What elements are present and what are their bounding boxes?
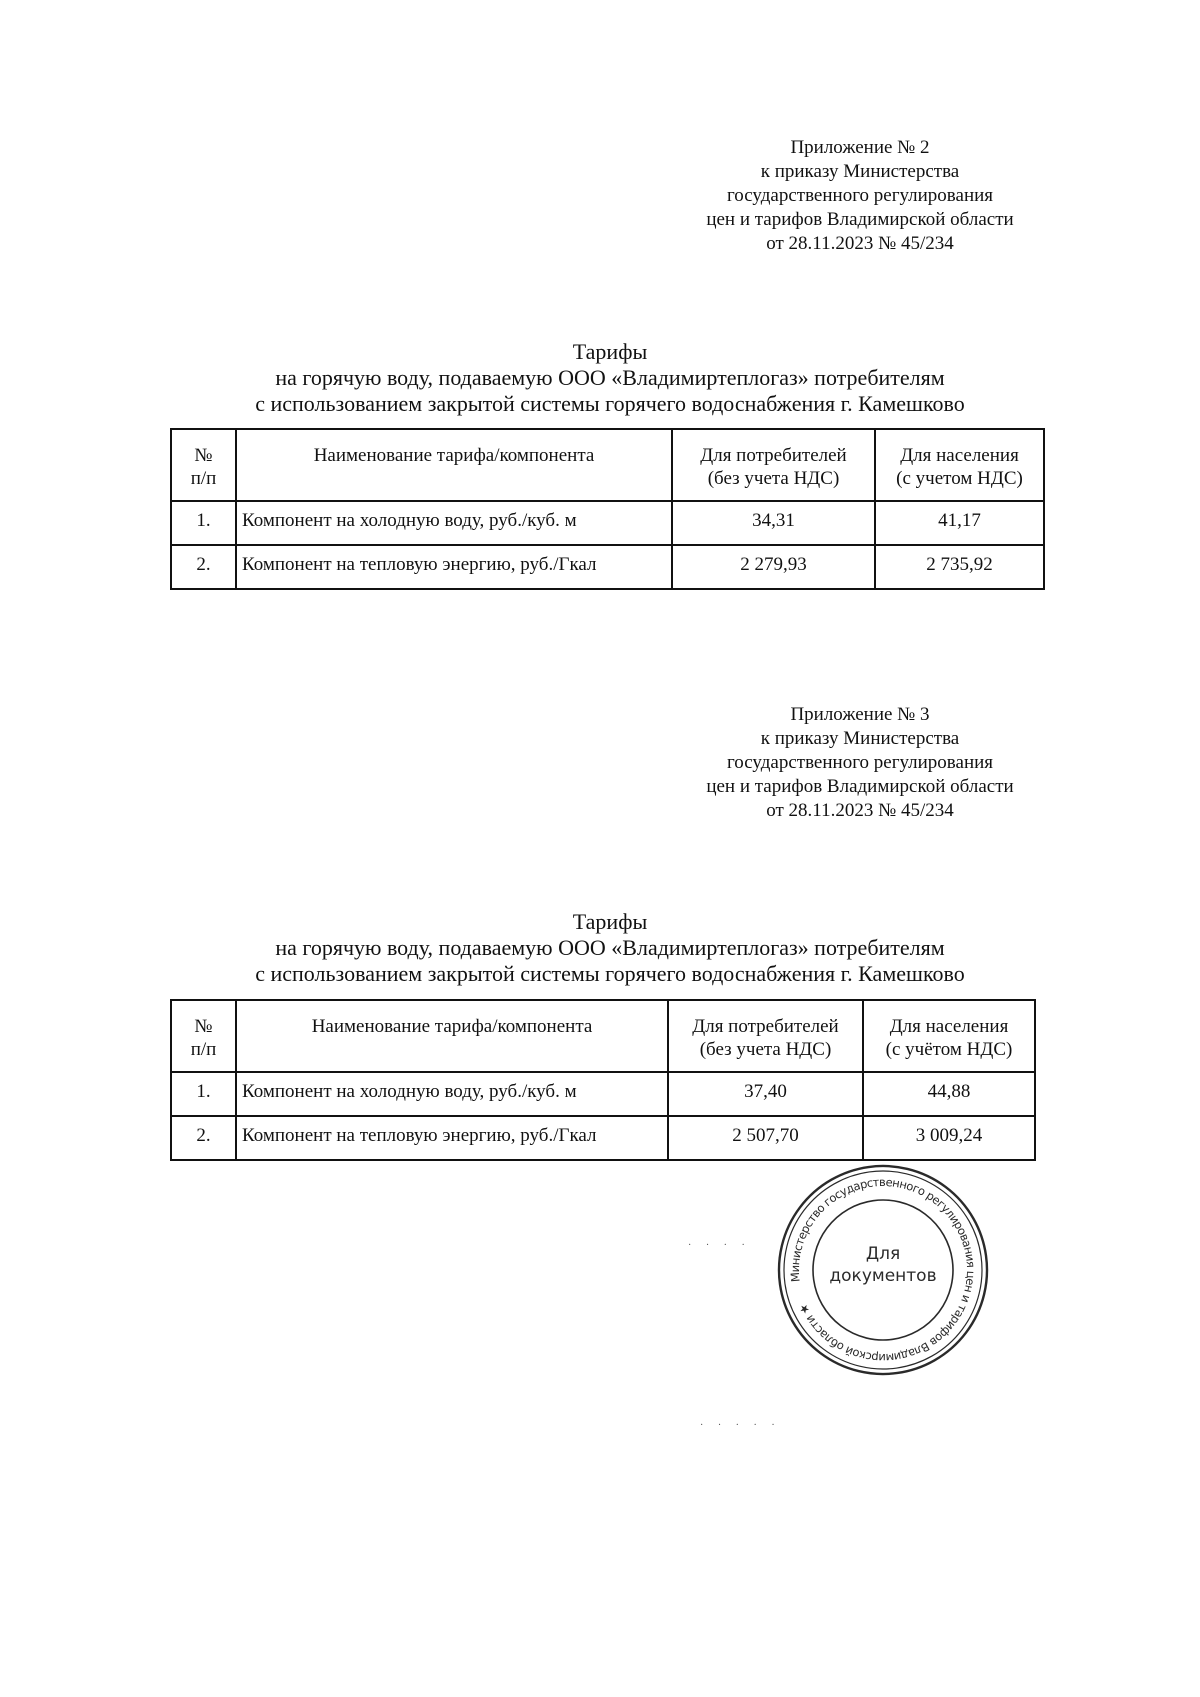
table-row xyxy=(171,1116,1035,1160)
tariff-title-3-line-2: с использованием закрытой системы горячего водоснабжения г. Камешково xyxy=(255,961,965,986)
appendix-2-line-1: Приложение № 2 xyxy=(790,137,930,158)
scan-specks: · · · · · xyxy=(700,1420,781,1431)
tariff-title-2-line-1: на горячую воду, подаваемую ООО «Владимиртеплогаз» потребителям xyxy=(275,365,945,390)
row-consumers-value: 37,40 xyxy=(668,1072,863,1116)
appendix-3-header xyxy=(640,703,1080,823)
header-num xyxy=(171,1000,236,1072)
row-consumers-value: 2 279,93 xyxy=(672,545,875,589)
header-population xyxy=(863,1000,1035,1072)
header-population-line-2: (с учетом НДС) xyxy=(896,468,1023,489)
header-population-line-1: Для населения xyxy=(900,445,1019,466)
row-num: 2. xyxy=(171,1116,236,1160)
tariff-table-2 xyxy=(170,428,1045,590)
row-num: 1. xyxy=(171,1072,236,1116)
row-consumers-value: 2 507,70 xyxy=(668,1116,863,1160)
row-name: Компонент на тепловую энергию, руб./Гкал xyxy=(236,1116,668,1160)
header-consumers-line-1: Для потребителей xyxy=(700,445,847,466)
header-name xyxy=(236,1000,668,1072)
header-num-line-2: п/п xyxy=(190,468,217,489)
row-name: Компонент на холодную воду, руб./куб. м xyxy=(236,1072,668,1116)
row-name: Компонент на тепловую энергию, руб./Гкал xyxy=(236,545,672,589)
header-num-line-1: № xyxy=(194,1016,213,1037)
seal-center-line-2: документов xyxy=(829,1266,937,1286)
header-num-line-1: № xyxy=(194,445,213,466)
header-name-text: Наименование тарифа/компонента xyxy=(313,445,595,466)
header-num xyxy=(171,429,236,501)
row-population-value: 41,17 xyxy=(875,501,1044,545)
header-num-line-2: п/п xyxy=(190,1039,217,1060)
tariff-title-3 xyxy=(160,909,1060,987)
row-name: Компонент на холодную воду, руб./куб. м xyxy=(236,501,672,545)
header-consumers xyxy=(672,429,875,501)
row-num: 1. xyxy=(171,501,236,545)
row-consumers-value: 34,31 xyxy=(672,501,875,545)
appendix-3-line-2: к приказу Министерства xyxy=(760,728,960,749)
appendix-3-line-1: Приложение № 3 xyxy=(790,704,930,725)
appendix-3-line-4: цен и тарифов Владимирской области xyxy=(706,776,1014,797)
tariff-title-2 xyxy=(160,339,1060,417)
row-num: 2. xyxy=(171,545,236,589)
appendix-2-line-3: государственного регулирования xyxy=(726,185,994,206)
table-row xyxy=(171,501,1044,545)
header-name-text: Наименование тарифа/компонента xyxy=(311,1016,593,1037)
appendix-2-header xyxy=(640,136,1080,256)
header-name xyxy=(236,429,672,501)
appendix-3-line-5: от 28.11.2023 № 45/234 xyxy=(766,800,954,821)
tariff-title-2-line-2: с использованием закрытой системы горячего водоснабжения г. Камешково xyxy=(255,391,965,416)
appendix-2-line-4: цен и тарифов Владимирской области xyxy=(706,209,1014,230)
row-population-value: 2 735,92 xyxy=(875,545,1044,589)
header-consumers xyxy=(668,1000,863,1072)
tariff-title-3-line-1: на горячую воду, подаваемую ООО «Владимиртеплогаз» потребителям xyxy=(275,935,945,960)
appendix-2-line-5: от 28.11.2023 № 45/234 xyxy=(766,233,954,254)
row-population-value: 44,88 xyxy=(863,1072,1035,1116)
seal-ring-textpath: Министерство государственного регулирования цен и тарифов Владимирской области ★ xyxy=(787,1174,979,1366)
row-population-value: 3 009,24 xyxy=(863,1116,1035,1160)
header-population xyxy=(875,429,1044,501)
tariff-table-3 xyxy=(170,999,1036,1161)
seal-center-line-1: Для xyxy=(865,1244,901,1264)
table-row xyxy=(171,1072,1035,1116)
table-row xyxy=(171,545,1044,589)
table-header-row xyxy=(171,1000,1035,1072)
header-population-line-1: Для населения xyxy=(889,1016,1009,1037)
header-consumers-line-2: (без учета НДС) xyxy=(699,1039,832,1060)
header-consumers-line-1: Для потребителей xyxy=(692,1016,839,1037)
header-consumers-line-2: (без учета НДС) xyxy=(707,468,840,489)
table-header-row xyxy=(171,429,1044,501)
seal-stamp xyxy=(776,1163,990,1377)
scan-specks: · · · · xyxy=(688,1240,751,1251)
tariff-title-2-heading: Тарифы xyxy=(572,339,648,364)
tariff-title-3-heading: Тарифы xyxy=(572,909,648,934)
appendix-3-line-3: государственного регулирования xyxy=(726,752,994,773)
header-population-line-2: (с учётом НДС) xyxy=(885,1039,1013,1060)
appendix-2-line-2: к приказу Министерства xyxy=(760,161,960,182)
